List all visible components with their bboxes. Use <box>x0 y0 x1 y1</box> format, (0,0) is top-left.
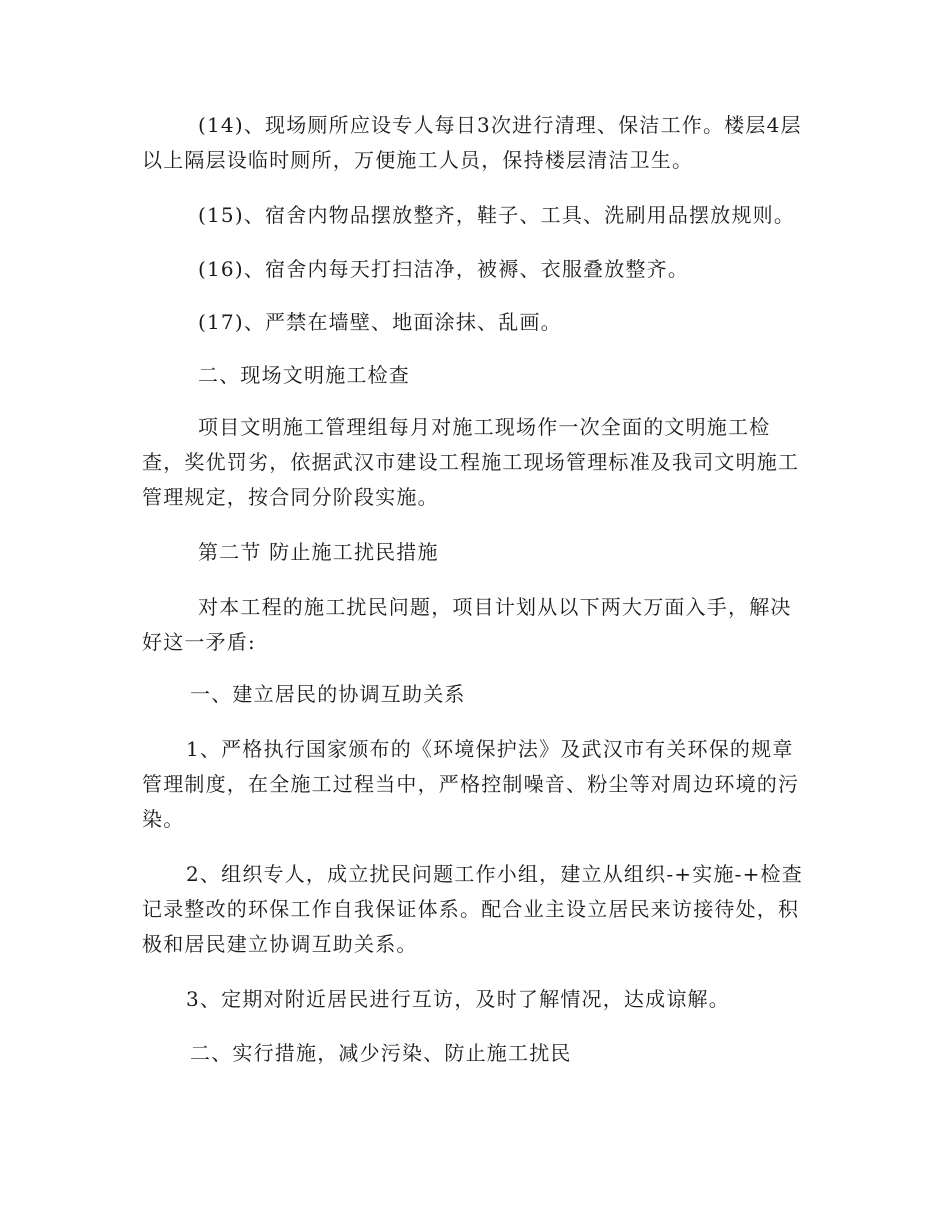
paragraph-item-16: (16)、宿舍内每天打扫洁净，被褥、衣服叠放整齐。 <box>198 257 690 281</box>
paragraph-intro: 对本工程的施工扰民问题，项目计划从以下两大万面入手，解决好这一矛盾: <box>142 595 792 654</box>
list-item-2: 2、组织专人，成立扰民问题工作小组，建立从组织-+实施-+检查记录整改的环保工作自我保证体系。配合业主设立居民来访接待处，积极和居民建立协调互助关系。 <box>142 862 803 956</box>
section-heading-second: 第二节 防止施工扰民措施 <box>198 540 439 564</box>
sub-heading-relations: 一、建立居民的协调互助关系 <box>190 682 466 706</box>
paragraph-item-15: (15)、宿舍内物品摆放整齐，鞋子、工具、洗刷用品摆放规则。 <box>198 203 796 227</box>
sub-heading-measures: 二、实行措施，减少污染、防止施工扰民 <box>190 1041 572 1065</box>
paragraph-item-17: (17)、严禁在墙壁、地面涂抹、乱画。 <box>198 310 562 334</box>
list-item-3: 3、定期对附近居民进行互访，及时了解情况，达成谅解。 <box>186 987 730 1011</box>
paragraph-item-14: (14)、现场厕所应设专人每日3次进行清理、保洁工作。楼层4层以上隔层设临时厕所，万便施工人员，保持楼层清洁卫生。 <box>142 113 802 172</box>
section-heading-inspection: 二、现场文明施工检查 <box>198 363 410 387</box>
list-item-1: 1、严格执行国家颁布的《环境保护法》及武汉市有关环保的规章管理制度，在全施工过程当中，严格控制噪音、粉尘等对周边环境的污染。 <box>142 737 800 831</box>
paragraph-inspection-body: 项目文明施工管理组每月对施工现场作一次全面的文明施工检查，奖优罚劣，依据武汉市建设工程施工现场管理标准及我司文明施工管理规定，按合同分阶段实施。 <box>142 415 800 509</box>
